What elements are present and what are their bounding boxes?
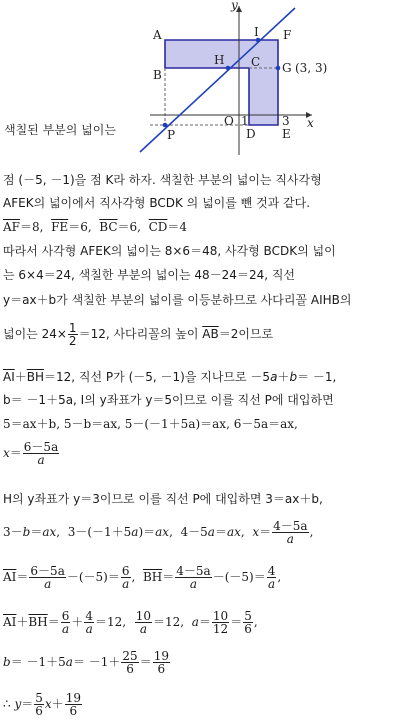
text-line-2: AFEK의 넓이에서 직사각형 BCDK 의 넓이를 뺀 것과 같다. <box>3 196 311 210</box>
label-g-coord: (3, 3) <box>295 61 328 75</box>
text-line-1: 점 (－5, －1)을 점 K라 하자. 색칠한 부분의 넓이는 직사각형 <box>3 173 322 187</box>
point-g <box>276 66 281 71</box>
label-h: H <box>214 53 225 67</box>
fraction-10a: $\frac{10}{a}$ <box>135 609 152 636</box>
text-line-6: y＝ax＋b가 색칠한 부분의 넓이를 이등분하므로 사다리꼴 AIHB의 <box>3 293 352 307</box>
figure <box>0 0 400 160</box>
text-line-10: 5＝ax＋b, 5－b＝ax, 5－(－1＋5a)＝ax, 6－5a＝ax, <box>3 417 298 431</box>
text-line-13: 3－b＝ax, 3－(－1＋5a)＝ax, 4－5a＝ax, x＝ $\frac{4-5a}{a}$ , <box>3 519 314 546</box>
text-line-7: 넓이는 24× $\frac{1}{2}$ ＝12, 사다리꼴의 높이 $\overline{AB}=2$이므로 <box>3 321 274 348</box>
text-line-11: x＝ $\frac{6-5a}{a}$ <box>3 440 59 467</box>
text-line-4: 따라서 사각형 AFEK의 넓이는 8×6＝48, 사각형 BCDK의 넓이 <box>3 244 336 258</box>
label-c: C <box>251 55 261 69</box>
label-e: E <box>282 127 291 141</box>
fraction-ai-1: $\frac{6-5a}{a}$ <box>30 564 65 591</box>
segment-bc: $\overline{BC}$ <box>99 220 118 234</box>
text-line-3: $\overline{AF}=8$, $\overline{FE}=6$, $\overline{BC}=6$, $\overline{CD}=4$ <box>3 220 188 234</box>
text-line-14: $\overline{AI}=$ $\frac{6-5a}{a}$ －(－5)＝ $\frac{6}{a}$ , $\overline{BH}=$ $\frac{4-5a}{a}$ －(－5)＝ $\frac{4}{a}$ , <box>3 564 282 591</box>
label-o: O <box>224 114 234 128</box>
fraction-5-6: $\frac{5}{6}$ <box>244 609 252 636</box>
label-a: A <box>153 28 162 42</box>
figure-caption: 색칠된 부분의 넓이는 <box>4 123 116 137</box>
text-line-15: $\overline{AI}+\overline{BH}=$ $\frac{6}{a}$ ＋ $\frac{4}{a}$ ＝12, $\frac{10}{a}$ ＝12, a＝ $\frac{10}{12}$ ＝ $\frac{5}{6}$ , <box>3 609 258 636</box>
text-line-5: 는 6×4＝24, 색칠한 부분의 넓이는 48－24＝24, 직선 <box>3 268 296 282</box>
text-line-17: ∴ y＝ $\frac{5}{6}$ x＋ $\frac{19}{6}$ <box>3 691 81 718</box>
text-line-9: b＝ －1＋5a, I의 y좌표가 y＝5이므로 이를 직선 P에 대입하면 <box>3 393 334 407</box>
fraction-4a: $\frac{4}{a}$ <box>267 564 276 591</box>
x-axis-label: x <box>307 116 314 130</box>
fraction-x1: $\frac{6-5a}{a}$ <box>23 440 59 467</box>
label-i: I <box>254 25 259 39</box>
text-line-12: H의 y좌표가 y＝3이므로 이를 직선 P에 대입하면 3＝ax＋b, <box>3 492 323 506</box>
tick-1: 1 <box>241 114 249 128</box>
fraction-final-slope: $\frac{5}{6}$ <box>35 691 43 718</box>
label-f: F <box>283 28 292 42</box>
segment-af: $\overline{AF}$ <box>3 220 20 234</box>
text-line-8: $\overline{AI}+\overline{BH}=12$, 직선 P가 (－5, －1)을 지나므로 －5a＋b＝ －1, <box>3 370 337 384</box>
point-h <box>226 66 231 71</box>
fraction-19-6: $\frac{19}{6}$ <box>153 649 169 676</box>
label-g: G <box>282 61 292 75</box>
fraction-x2: $\frac{4-5a}{a}$ <box>273 519 308 546</box>
label-b: B <box>153 68 162 82</box>
fraction-half: $\frac{1}{2}$ <box>68 321 77 348</box>
point-p <box>163 123 168 128</box>
fraction-6a-b: $\frac{6}{a}$ <box>61 609 70 636</box>
tick-3: 3 <box>282 114 290 128</box>
fraction-4a-b: $\frac{4}{a}$ <box>85 609 94 636</box>
fraction-25-6: $\frac{25}{6}$ <box>122 649 138 676</box>
segment-cd: $\overline{CD}$ <box>148 220 168 234</box>
fraction-10-12: $\frac{10}{12}$ <box>212 609 229 636</box>
segment-ab: $\overline{AB}$ <box>202 327 219 341</box>
y-axis-label: y <box>231 0 238 12</box>
label-p: P <box>167 128 176 142</box>
segment-fe: $\overline{FE}$ <box>51 220 69 234</box>
fraction-6a: $\frac{6}{a}$ <box>121 564 130 591</box>
text-line-16: b＝ －1＋5a＝ －1＋ $\frac{25}{6}$ ＝ $\frac{19}{6}$ <box>3 649 169 676</box>
label-d: D <box>246 127 256 141</box>
fraction-bh-1: $\frac{4-5a}{a}$ <box>176 564 211 591</box>
fraction-final-intercept: $\frac{19}{6}$ <box>65 691 81 718</box>
